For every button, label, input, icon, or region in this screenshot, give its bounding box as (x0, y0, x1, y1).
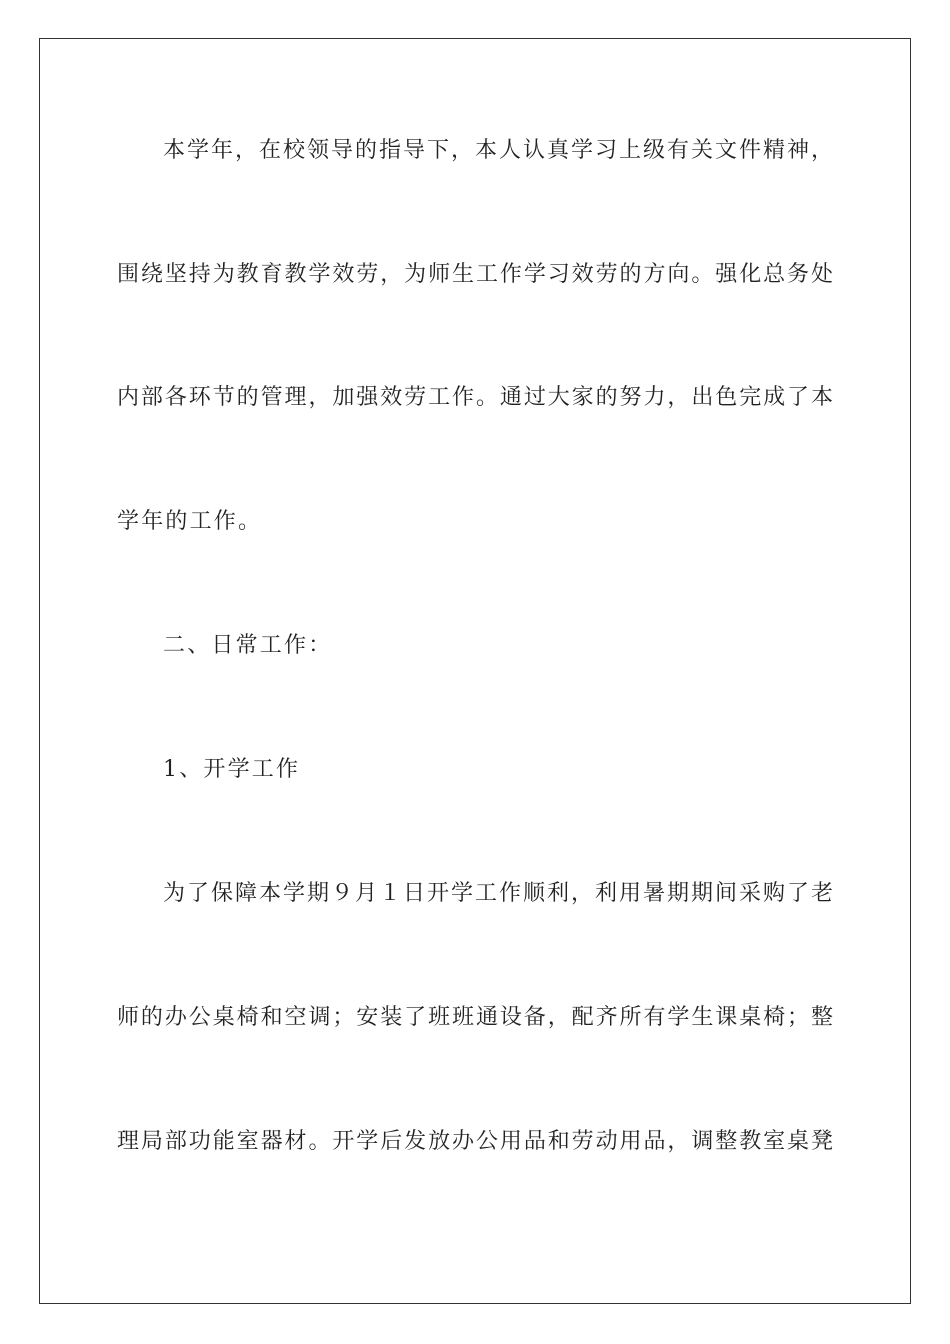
paragraph2-line-2: 师的办公桌椅和空调；安装了班班通设备，配齐所有学生课桌椅；整 (117, 1005, 833, 1030)
paragraph-line-2: 围绕坚持为教育教学效劳，为师生工作学习效劳的方向。强化总务处 (117, 262, 833, 287)
paragraph2-line-3: 理局部功能室器材。开学后发放办公用品和劳动用品，调整教室桌凳 (117, 1129, 833, 1154)
paragraph2-line-1: 为了保障本学期９月１日开学工作顺利，利用暑期期间采购了老 (163, 881, 833, 906)
subsection-heading: 1、开学工作 (163, 757, 301, 782)
paragraph-line-1: 本学年，在校领导的指导下，本人认真学习上级有关文件精神， (163, 138, 833, 163)
paragraph-line-4: 学年的工作。 (117, 509, 263, 534)
paragraph-line-3: 内部各环节的管理，加强效劳工作。通过大家的努力，出色完成了本 (117, 385, 833, 410)
page-frame (39, 38, 911, 1304)
section-heading: 二、日常工作： (163, 633, 333, 658)
